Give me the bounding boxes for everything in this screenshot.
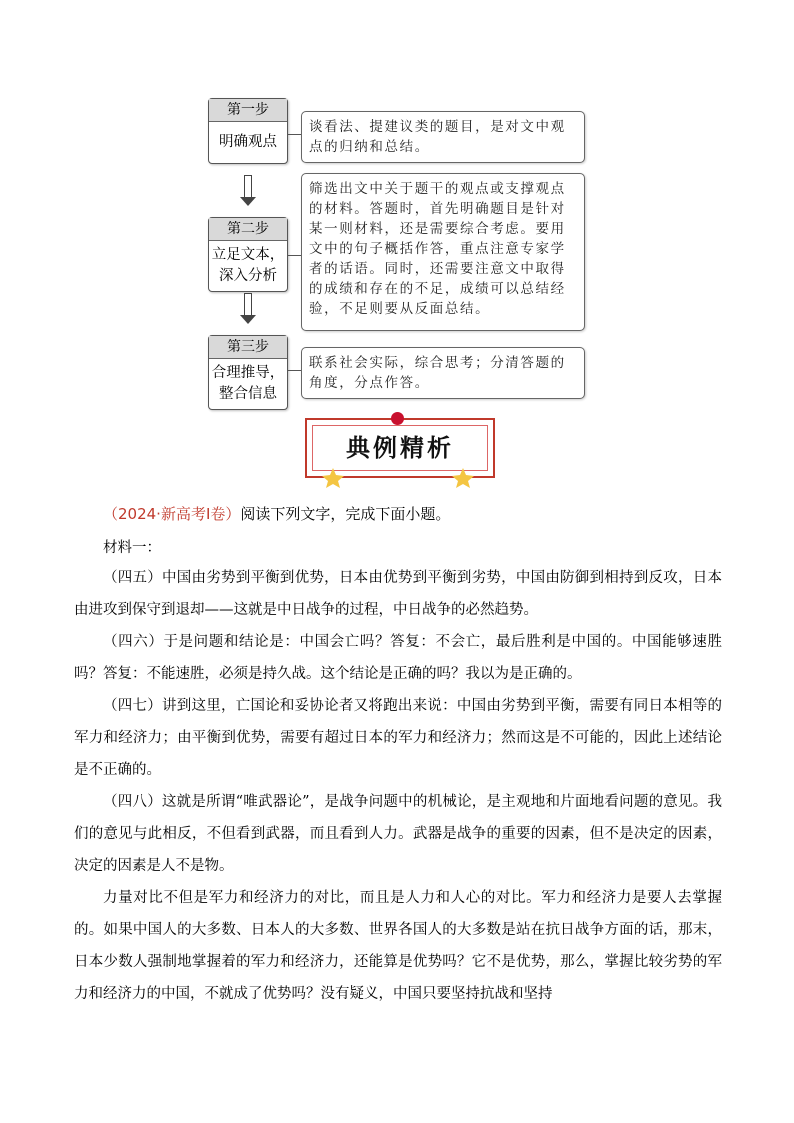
connector-3: [287, 370, 301, 371]
step-3-box: [208, 335, 288, 410]
star-icon: [452, 468, 474, 488]
step-1-title: 明确观点: [219, 134, 277, 150]
arrow-2-shaft: [244, 293, 252, 316]
banner-pin-icon: [391, 412, 404, 425]
step-3-description: 联系社会实际，综合思考；分清答题的角度，分点作答。: [301, 347, 585, 399]
step-2-description: 筛选出文中关于题干的观点或支撑观点的材料。答题时，首先明确题目是针对某一则材料，还是需要综合考虑。要用文中的句子概括作答，重点注意专家学者的话语。同时，还需要注意文中取得的成绩和存在的不足，成绩可以总结经验，不足则要从反面总结。: [301, 173, 585, 331]
step-3-title-line-1: 合理推导，: [211, 365, 285, 381]
material-label: 材料一：: [103, 540, 161, 556]
connector-2: [287, 255, 301, 256]
step-1-heading: 第一步: [209, 99, 287, 122]
question-line: [103, 502, 450, 526]
step-2-title-line-1: 立足文本，: [211, 247, 285, 263]
step-2-title-line-2: 深入分析: [219, 268, 277, 284]
arrow-down-icon: [240, 315, 256, 324]
step-1-description: 谈看法、提建议类的题目，是对文中观点的归纳和总结。: [301, 111, 585, 163]
paragraph-47: （四七）讲到这里，亡国论和妥协论者又将跑出来说：中国由劣势到平衡，需要有同日本相等的军力和经济力；由平衡到优势，需要有超过日本的军力和经济力；然而这是不可能的，因此上述结论是不正确的。: [74, 698, 722, 778]
step-3-title-line-2: 整合信息: [219, 386, 277, 402]
paragraph-force-comparison: 力量对比不但是军力和经济力的对比，而且是人力和人心的对比。军力和经济力是要人去掌握的。如果中国人的大多数、日本人的大多数、世界各国人的大多数是站在抗日战争方面的话，那末，日本少数人强制地掌握着的军力和经济力，还能算是优势吗？它不是优势，那么，掌握比较劣势的军力和经济力的中国，不就成了优势吗？没有疑义，中国只要坚持抗战和坚持: [74, 890, 722, 1002]
step-3-heading: 第三步: [209, 336, 287, 359]
star-icon: [322, 468, 344, 488]
question-prompt: 阅读下列文字，完成下面小题。: [240, 505, 451, 523]
connector-1: [287, 134, 301, 135]
step-1-box: [208, 98, 288, 164]
banner-title: 典例精析: [312, 425, 488, 471]
question-source: （2024·新高考Ⅰ卷）: [103, 505, 241, 523]
step-2-box: [208, 217, 288, 292]
arrow-down-icon: [240, 197, 256, 206]
arrow-1-shaft: [244, 175, 252, 198]
paragraph-46: （四六）于是问题和结论是：中国会亡吗？答复：不会亡，最后胜利是中国的。中国能够速胜吗？答复：不能速胜，必须是持久战。这个结论是正确的吗？我以为是正确的。: [74, 634, 722, 682]
paragraph-48: （四八）这就是所谓“唯武器论”，是战争问题中的机械论，是主观地和片面地看问题的意见。我们的意见与此相反，不但看到武器，而且看到人力。武器是战争的重要的因素，但不是决定的因素，决定的因素是人不是物。: [74, 794, 722, 874]
step-2-heading: 第二步: [209, 218, 287, 241]
paragraph-45: （四五）中国由劣势到平衡到优势，日本由优势到平衡到劣势，中国由防御到相持到反攻，日本由进攻到保守到退却——这就是中日战争的过程，中日战争的必然趋势。: [74, 570, 722, 618]
